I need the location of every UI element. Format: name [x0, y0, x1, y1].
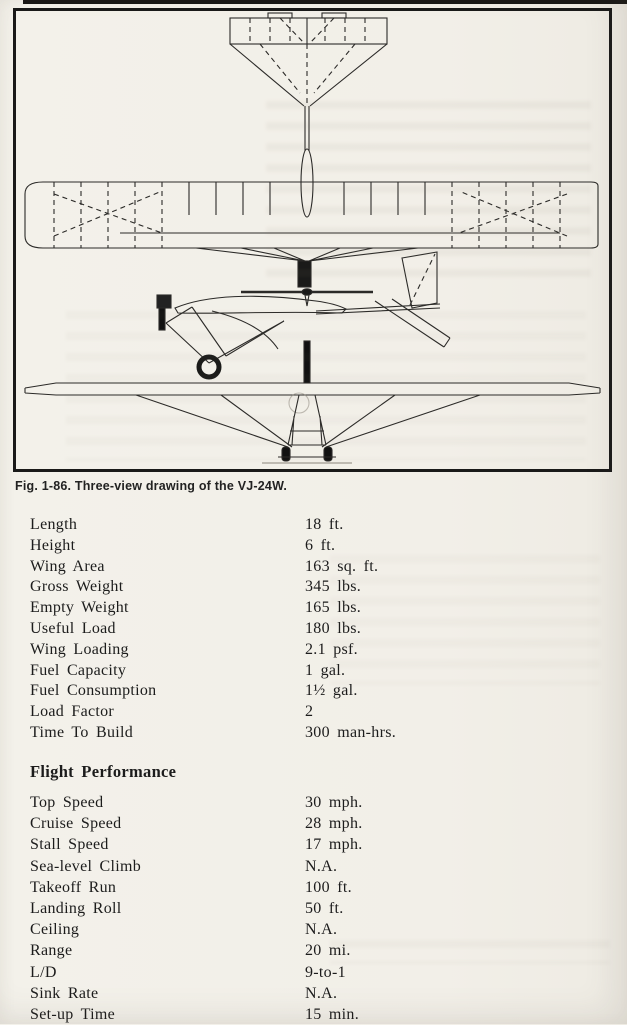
flight-performance-table [30, 792, 600, 1025]
table-row [30, 577, 600, 598]
page-edge-artifact [23, 0, 627, 4]
perf-value: N.A. [305, 984, 338, 1002]
spec-value: 180 lbs. [305, 619, 362, 637]
three-view-drawing [16, 11, 609, 469]
table-row [30, 723, 600, 744]
table-row [30, 557, 600, 578]
table-row [30, 792, 600, 813]
table-row [30, 536, 600, 557]
figure-caption: Fig. 1-86. Three-view drawing of the VJ-24W. [15, 479, 288, 493]
perf-label: Stall Speed [30, 836, 109, 854]
spec-label: Gross Weight [30, 578, 124, 596]
spec-value: 163 sq. ft. [305, 557, 379, 575]
spec-value: 2.1 psf. [305, 640, 358, 658]
perf-label: Ceiling [30, 921, 80, 939]
perf-value: 30 mph. [305, 794, 363, 811]
perf-value: 17 mph. [305, 836, 363, 854]
spec-value: 1 gal. [305, 661, 346, 679]
perf-value: N.A. [305, 921, 338, 939]
spec-value: 18 ft. [305, 516, 344, 533]
figure-frame [13, 8, 612, 472]
table-row [30, 983, 600, 1004]
spec-value: 6 ft. [305, 536, 336, 554]
table-row [30, 640, 600, 661]
perf-label: Set-up Time [30, 1006, 115, 1024]
spec-value: 165 lbs. [305, 599, 362, 617]
spec-value: 300 man-hrs. [305, 723, 397, 741]
table-row [30, 619, 600, 640]
spec-label: Useful Load [30, 619, 116, 637]
table-row [30, 702, 600, 723]
perf-label: Takeoff Run [30, 878, 117, 896]
perf-value: 28 mph. [305, 815, 363, 833]
table-row [30, 898, 600, 919]
table-row [30, 962, 600, 983]
spec-label: Time To Build [30, 723, 134, 741]
perf-value: 15 min. [305, 1006, 359, 1024]
plan-view [25, 13, 598, 306]
spec-label: Length [30, 516, 78, 533]
table-row [30, 1004, 600, 1025]
spec-value: 1½ gal. [305, 682, 358, 700]
spec-label: Wing Loading [30, 640, 129, 658]
perf-value: 100 ft. [305, 878, 352, 896]
spec-value: 2 [305, 703, 314, 721]
table-row [30, 661, 600, 682]
table-row [30, 598, 600, 619]
table-row [30, 877, 600, 898]
perf-value: 9-to-1 [305, 963, 346, 981]
table-row [30, 856, 600, 877]
perf-label: L/D [30, 963, 57, 981]
perf-label: Landing Roll [30, 900, 122, 918]
perf-label: Sea-level Climb [30, 857, 142, 875]
perf-value: 50 ft. [305, 900, 344, 918]
table-row [30, 681, 600, 702]
flight-performance-heading: Flight Performance [30, 762, 177, 781]
spec-value: 345 lbs. [305, 578, 362, 596]
table-row [30, 515, 600, 536]
spec-label: Height [30, 536, 76, 554]
perf-label: Cruise Speed [30, 815, 122, 833]
perf-label: Sink Rate [30, 984, 99, 1002]
perf-value: 20 mi. [305, 942, 351, 960]
spec-label: Wing Area [30, 557, 105, 575]
table-row [30, 813, 600, 834]
perf-label: Range [30, 942, 73, 960]
perf-label: Top Speed [30, 794, 104, 811]
spec-label: Fuel Consumption [30, 682, 157, 700]
table-row [30, 919, 600, 940]
spec-label: Load Factor [30, 703, 115, 721]
perf-value: N.A. [305, 857, 338, 875]
table-row [30, 834, 600, 855]
specifications-table [30, 515, 600, 744]
front-view [25, 341, 600, 463]
spec-label: Empty Weight [30, 599, 129, 617]
spec-label: Fuel Capacity [30, 661, 127, 679]
table-row [30, 940, 600, 961]
